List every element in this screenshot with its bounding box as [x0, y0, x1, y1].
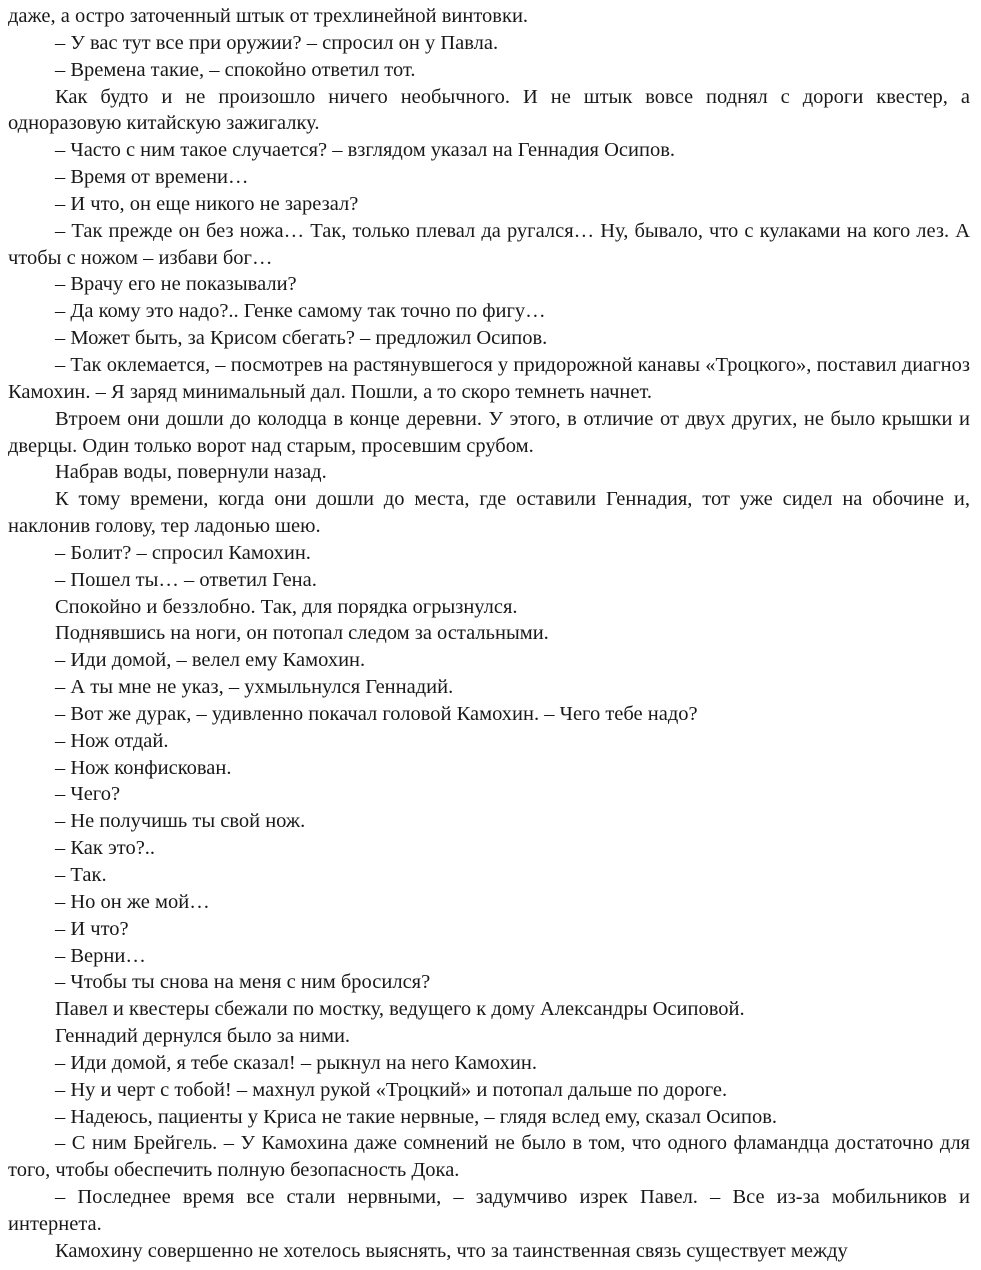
paragraph: Набрав воды, повернули назад.	[55, 461, 327, 484]
paragraph: – Пошел ты… – ответил Гена.	[55, 568, 317, 591]
paragraph: – Вот же дурак, – удивленно покачал головой Камохин. – Чего тебе надо?	[55, 702, 698, 725]
paragraph: – Чего?	[55, 783, 121, 806]
paragraph: – Не получишь ты свой нож.	[55, 810, 306, 833]
paragraph: – Нож отдай.	[55, 729, 169, 752]
paragraph: Камохину совершенно не хотелось выяснять, что за таинственная связь существует между	[55, 1239, 848, 1262]
paragraph: – Как это?..	[55, 837, 156, 860]
paragraph: – Чтобы ты снова на меня с ним бросился?	[55, 971, 431, 994]
paragraph: – Болит? – спросил Камохин.	[55, 541, 311, 564]
paragraph: – Иди домой, я тебе сказал! – рыкнул на него Камохин.	[55, 1051, 537, 1074]
paragraph: – И что, он еще никого не зарезал?	[55, 192, 359, 215]
paragraph: Павел и квестеры сбежали по мостку, ведущего к дому Александры Осиповой.	[55, 998, 745, 1021]
paragraph: – Так оклемается, – посмотрев на растянувшегося у придорожной канавы «Троцкого», поставил диагноз Камохин. – Я заряд минимальный дал. Пошли, а то скоро темнеть начнет.	[8, 353, 970, 403]
paragraph: Как будто и не произошло ничего необычного. И не штык вовсе поднял с дороги квестер, а одноразовую китайскую зажигалку.	[8, 85, 970, 135]
paragraph: – Может быть, за Крисом сбегать? – предложил Осипов.	[55, 327, 548, 350]
paragraph: – У вас тут все при оружии? – спросил он у Павла.	[55, 31, 499, 54]
paragraph: – Верни…	[55, 944, 146, 967]
paragraph: – А ты мне не указ, – ухмыльнулся Геннадий.	[55, 676, 454, 699]
paragraph: – Так прежде он без ножа… Так, только плевал да ругался… Ну, бывало, что с кулаками на кого лез. А чтобы с ножом – избави бог…	[8, 219, 970, 269]
paragraph: Спокойно и беззлобно. Так, для порядка огрызнулся.	[55, 595, 518, 618]
paragraph: – Часто с ним такое случается? – взглядом указал на Геннадия Осипов.	[55, 139, 675, 162]
paragraph: – Ну и черт с тобой! – махнул рукой «Троцкий» и потопал дальше по дороге.	[55, 1078, 728, 1101]
paragraph: – И что?	[55, 917, 129, 940]
paragraph: – Нож конфискован.	[55, 756, 232, 779]
paragraph: – Надеюсь, пациенты у Криса не такие нервные, – глядя вслед ему, сказал Осипов.	[55, 1105, 778, 1128]
paragraph: – Времена такие, – спокойно ответил тот.	[55, 58, 416, 81]
paragraph: Втроем они дошли до колодца в конце деревни. У этого, в отличие от двух других, не было крышки и дверцы. Один только ворот над старым, просевшим срубом.	[8, 407, 970, 457]
paragraph: – Время от времени…	[55, 166, 249, 189]
paragraph: – Врачу его не показывали?	[55, 273, 297, 296]
paragraph: К тому времени, когда они дошли до места, где оставили Геннадия, тот уже сидел на обочине и, наклонив голову, тер ладонью шею.	[8, 488, 970, 538]
paragraph: – Иди домой, – велел ему Камохин.	[55, 649, 366, 672]
paragraph: – Да кому это надо?.. Генке самому так точно по фигу…	[55, 300, 546, 323]
paragraph: Поднявшись на ноги, он потопал следом за остальными.	[55, 622, 549, 645]
paragraph: – Последнее время все стали нервными, – задумчиво изрек Павел. – Все из-за мобильников и интернета.	[8, 1186, 970, 1235]
paragraph: – С ним Брейгель. – У Камохина даже сомнений не было в том, что одного фламандца достаточно для того, чтобы обеспечить полную безопасность Дока.	[8, 1132, 970, 1182]
paragraph: – Так.	[55, 864, 107, 886]
paragraph: Геннадий дернулся было за ними.	[55, 1025, 351, 1048]
paragraph: даже, а остро заточенный штык от трехлинейной винтовки.	[8, 5, 529, 27]
paragraph: – Но он же мой…	[55, 890, 210, 913]
